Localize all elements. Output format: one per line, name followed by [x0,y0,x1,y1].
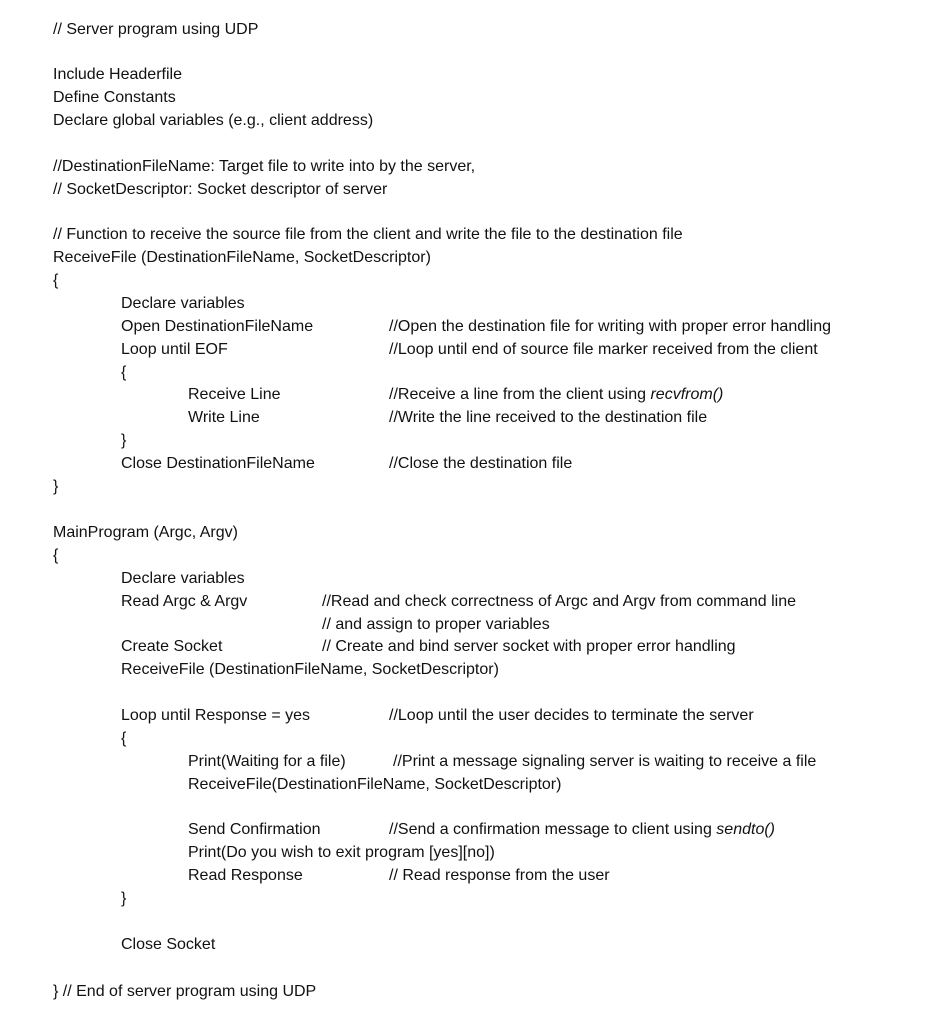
main-read-response-comment: // Read response from the user [389,867,610,884]
rf-receive-line-comment: //Receive a line from the client using recvfrom() [389,386,724,403]
main-signature: MainProgram (Argc, Argv) [53,524,238,541]
main-receive-file-inner: ReceiveFile(DestinationFileName, SocketDescriptor) [188,776,562,793]
main-read-args-comment: //Read and check correctness of Argc and Argv from command line [322,593,797,610]
rf-loop-close-brace: } [121,432,127,449]
main-send-confirm-code: Send Confirmation [188,821,321,838]
receive-file-open-brace: { [53,272,59,289]
main-print-wait-code: Print(Waiting for a file) [188,753,346,770]
main-end: } // End of server program using UDP [53,983,317,1000]
main-loop-open-brace: { [121,730,127,747]
receive-file-signature: ReceiveFile (DestinationFileName, SocketDescriptor) [53,249,431,266]
param-comment-socket: // SocketDescriptor: Socket descriptor of server [53,181,388,198]
rf-loop-comment: //Loop until end of source file marker received from the client [389,341,818,358]
receive-file-close-brace: } [53,478,59,495]
main-declare-variables: Declare variables [121,570,245,587]
rf-write-line-code: Write Line [188,409,260,426]
main-read-args-comment-cont: // and assign to proper variables [322,616,550,633]
sendto-function: sendto() [716,821,775,838]
main-send-confirm-comment: //Send a confirmation message to client using sendto() [389,821,775,838]
rf-loop-code: Loop until EOF [121,341,228,358]
main-close-socket: Close Socket [121,936,216,953]
main-print-wait-comment: //Print a message signaling server is waiting to receive a file [393,753,817,770]
rf-receive-line-code: Receive Line [188,386,281,403]
param-comment-destination: //DestinationFileName: Target file to write into by the server, [53,158,476,175]
header-comment: // Server program using UDP [53,21,259,38]
main-print-exit: Print(Do you wish to exit program [yes][no]) [188,844,495,861]
main-create-socket-comment: // Create and bind server socket with proper error handling [322,638,736,655]
preamble-include: Include Headerfile [53,66,182,83]
preamble-constants: Define Constants [53,89,176,106]
rf-loop-open-brace: { [121,364,127,381]
main-read-response-code: Read Response [188,867,303,884]
rf-close-file-comment: //Close the destination file [389,455,573,472]
main-read-args-code: Read Argc & Argv [121,593,248,610]
main-open-brace: { [53,547,59,564]
rf-close-file-code: Close DestinationFileName [121,455,315,472]
main-loop-close-brace: } [121,890,127,907]
rf-open-file-code: Open DestinationFileName [121,318,314,335]
main-loop-comment: //Loop until the user decides to terminate the server [389,707,754,724]
recvfrom-function: recvfrom() [650,386,724,403]
rf-open-file-comment: //Open the destination file for writing with proper error handling [389,318,832,335]
preamble-globals: Declare global variables (e.g., client address) [53,112,374,129]
rf-declare-variables: Declare variables [121,295,245,312]
rf-write-line-comment: //Write the line received to the destination file [389,409,708,426]
main-create-socket-code: Create Socket [121,638,223,655]
main-receive-file-call: ReceiveFile (DestinationFileName, SocketDescriptor) [121,661,499,678]
main-loop-code: Loop until Response = yes [121,707,311,724]
receive-file-comment: // Function to receive the source file from the client and write the file to the destination file [53,226,683,243]
